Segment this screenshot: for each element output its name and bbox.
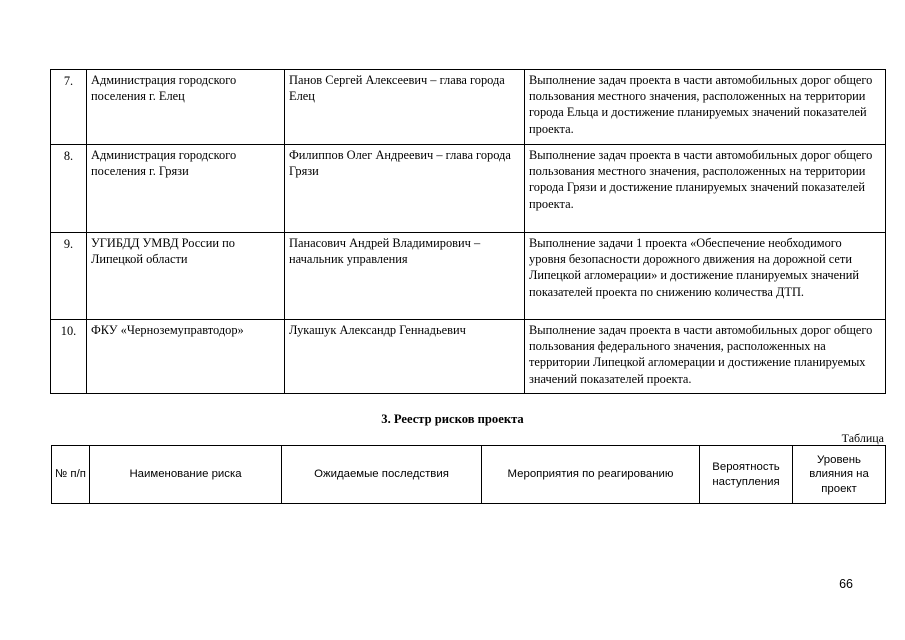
organization-cell: Администрация городского поселения г. Грязи — [87, 145, 285, 233]
table-row — [51, 320, 886, 394]
table-row — [51, 145, 886, 233]
row-number: 9. — [51, 233, 87, 320]
project-members-table — [50, 69, 886, 394]
header-response-measures: Мероприятия по реагированию — [482, 446, 700, 504]
person-cell: Панов Сергей Алексеевич – глава города Елец — [285, 70, 525, 145]
header-number: № п/п — [52, 446, 90, 504]
organization-cell: УГИБДД УМВД России по Липецкой области — [87, 233, 285, 320]
person-cell: Филиппов Олег Андреевич – глава города Грязи — [285, 145, 525, 233]
table-label: Таблица — [841, 431, 884, 445]
person-cell: Лукашук Александр Геннадьевич — [285, 320, 525, 394]
duties-cell: Выполнение задач проекта в части автомобильных дорог общего пользования местного значения, расположенных на территории города Грязи и достижение планируемых значений показателей проекта. — [525, 145, 886, 233]
header-consequences: Ожидаемые последствия — [282, 446, 482, 504]
table-row — [51, 233, 886, 320]
section-title: 3. Реестр рисков проекта — [381, 412, 524, 426]
header-risk-name: Наименование риска — [90, 446, 282, 504]
risk-register-table — [51, 445, 886, 504]
duties-cell: Выполнение задачи 1 проекта «Обеспечение необходимого уровня безопасности дорожного движения на дорожной сети Липецкой агломерации» и достижение планируемых значений показателей проекта по снижению количества ДТП. — [525, 233, 886, 320]
person-cell: Панасович Андрей Владимирович – начальник управления — [285, 233, 525, 320]
organization-cell: Администрация городского поселения г. Елец — [87, 70, 285, 145]
row-number: 10. — [51, 320, 87, 394]
page-number: 66 — [839, 577, 853, 591]
row-number: 8. — [51, 145, 87, 233]
table-header-row — [52, 446, 886, 504]
table-row — [51, 70, 886, 145]
duties-cell: Выполнение задач проекта в части автомобильных дорог общего пользования местного значения, расположенных на территории города Ельца и достижение планируемых значений показателей проекта. — [525, 70, 886, 145]
duties-cell: Выполнение задач проекта в части автомобильных дорог общего пользования федерального значения, расположенных на территории Липецкой агломерации и достижение планируемых значений показателей проекта. — [525, 320, 886, 394]
header-impact-level: Уровень влияния на проект — [793, 446, 886, 504]
organization-cell: ФКУ «Черноземуправтодор» — [87, 320, 285, 394]
header-probability: Вероятность наступления — [700, 446, 793, 504]
row-number: 7. — [51, 70, 87, 145]
